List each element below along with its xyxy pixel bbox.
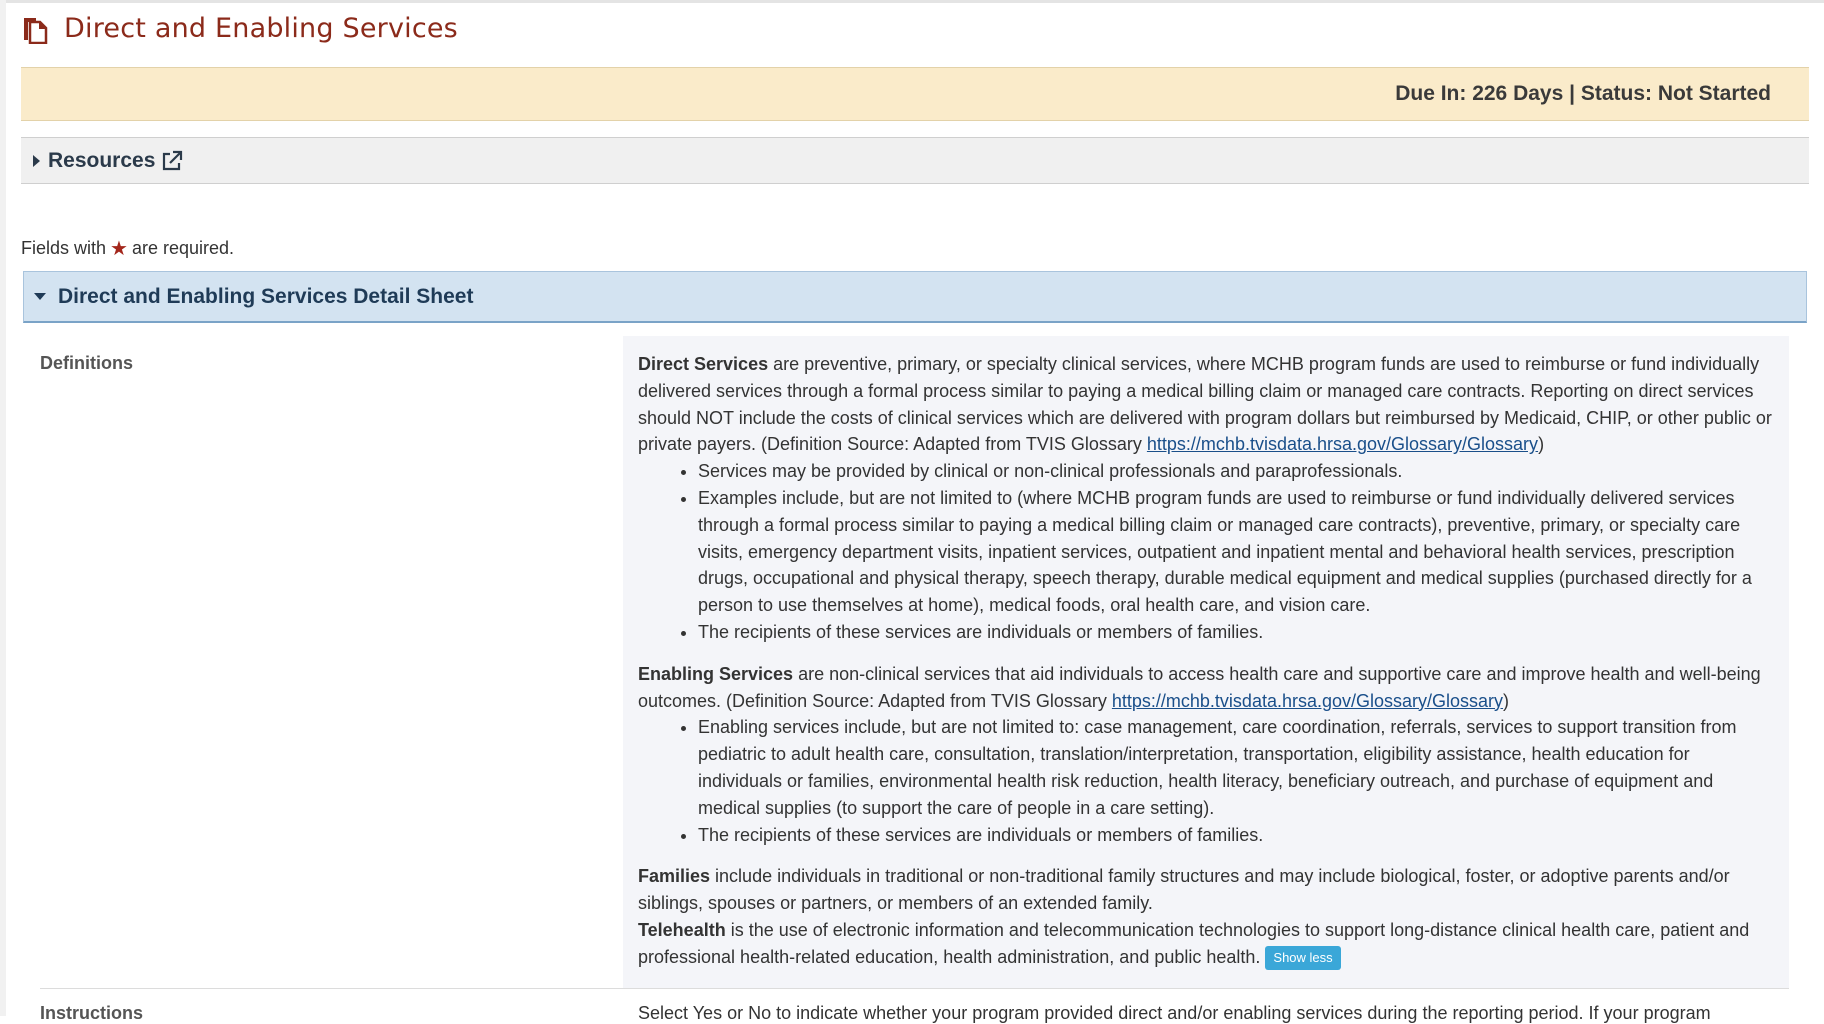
families-definition [638, 863, 1775, 917]
enabling-services-definition [638, 661, 1775, 715]
direct-services-term: Direct Services [638, 354, 769, 374]
document-copy-icon [20, 14, 48, 44]
page-header [20, 13, 458, 44]
caret-right-icon [33, 155, 40, 167]
telehealth-definition [638, 917, 1775, 971]
top-border [0, 0, 1824, 3]
enabling-services-term: Enabling Services [638, 663, 794, 684]
telehealth-term: Telehealth [638, 919, 726, 940]
list-item: • The recipients of these services are individuals or members of families. [698, 619, 1775, 646]
list-item: • Services may be provided by clinical or non-clinical professionals and paraprofessionals. [698, 458, 1775, 485]
instructions-label: Instructions [40, 1003, 144, 1023]
status-text: Due In: 226 Days | Status: Not Started [1395, 82, 1771, 105]
show-less-button[interactable]: Show less [1265, 946, 1340, 970]
families-term: Families [638, 866, 711, 887]
list-item: • Examples include, but are not limited to (where MCHB program funds are used to reimburse or fund individually delivered services through a formal process similar to paying a medical billing claim or managed care contracts), preventive, primary, or specialty care visits, emergency department visits, inpatient services, outpatient and inpatient mental and behavioral health services, prescription drugs, occupational and physical therapy, speech therapy, durable medical equipment and medical supplies (purchased directly for a person to use themselves at home), medical foods, oral health care, and vision care. [698, 485, 1775, 619]
instructions-text: Select Yes or No to indicate whether your program provided direct and/or enabling services during the reporting period. If your program [638, 1003, 1711, 1023]
enabling-close: ) [1503, 690, 1510, 711]
definitions-label: Definitions [40, 353, 133, 373]
definitions-panel [623, 336, 1789, 988]
required-note-before: Fields with [21, 238, 107, 258]
direct-services-text: are preventive, primary, or specialty clinical services, where MCHB program funds are used to reimburse or fund individually delivered services through a formal process similar to paying a medical billing claim or managed care contracts. Reporting on direct services should NOT include the costs of clinical services which are delivered with program dollars but reimbursed by Medicaid, CHIP, or other public or private payers. (Definition Source: Adapted from TVIS Glossary [638, 354, 1772, 455]
section-toggle[interactable] [23, 271, 1807, 323]
section-title: Direct and Enabling Services Detail Sheet [58, 284, 474, 308]
required-note [21, 236, 234, 261]
external-link-icon[interactable] [161, 150, 183, 172]
direct-close: ) [1538, 434, 1545, 455]
direct-services-definition [638, 351, 1775, 458]
row-divider [40, 988, 1789, 989]
status-bar [21, 67, 1809, 121]
telehealth-text: is the use of electronic information and telecommunication technologies to support long-distance clinical health care, patient and professional health-related education, health administration, and public health. [638, 919, 1750, 967]
direct-services-list [638, 458, 1775, 646]
required-note-after: are required. [131, 238, 235, 258]
enabling-services-text: are non-clinical services that aid individuals to access health care and supportive care and improve health and well-being outcomes. (Definition Source: Adapted from TVIS Glossary [638, 663, 1761, 711]
list-item: • The recipients of these services are individuals or members of families. [698, 822, 1775, 849]
caret-down-icon [34, 293, 46, 300]
families-text: include individuals in traditional or non-traditional family structures and may include biological, foster, or adoptive parents and/or siblings, spouses or partners, or members of an extended family. [638, 866, 1730, 914]
direct-glossary-link[interactable]: https://mchb.tvisdata.hrsa.gov/Glossary/Glossary [1146, 434, 1539, 455]
resources-toggle[interactable] [21, 137, 1809, 184]
enabling-services-list [638, 714, 1775, 848]
page-title: Direct and Enabling Services [64, 13, 458, 44]
required-star-icon: ★ [110, 238, 128, 260]
left-border [0, 0, 6, 1016]
enabling-glossary-link[interactable]: https://mchb.tvisdata.hrsa.gov/Glossary/Glossary [1111, 690, 1504, 711]
resources-label: Resources [48, 148, 156, 172]
list-item: • Enabling services include, but are not limited to: case management, care coordination, referrals, services to support transition from pediatric to adult health care, consultation, translation/interpretation, transportation, eligibility assistance, health education for individuals or families, environmental health risk reduction, health literacy, beneficiary outreach, and purchase of equipment and medical supplies (to support the care of people in a care setting). [698, 714, 1775, 821]
